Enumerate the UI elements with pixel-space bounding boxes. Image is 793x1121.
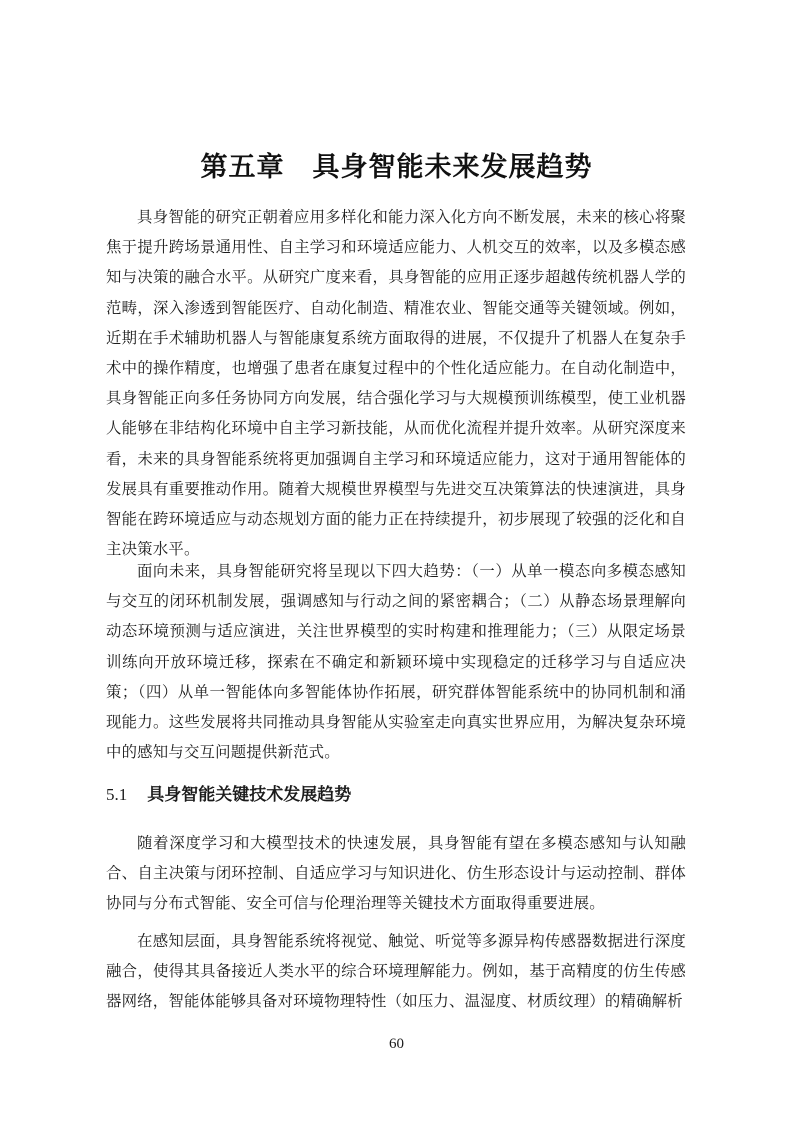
body-paragraph: 在感知层面，具身智能系统将视觉、触觉、听觉等多源异构传感器数据进行深度融合，使得其具备接近人类水平的综合环境理解能力。例如，基于高精度的仿生传感器网络，智能体能够具备对环境物理特性（如压力、温湿度、材质纹理）的精确解析 (106, 932, 686, 1011)
body-paragraph: 随着深度学习和大模型技术的快速发展，具身智能有望在多模态感知与认知融合、自主决策与闭环控制、自适应学习与知识进化、仿生形态设计与运动控制、群体协同与分布式智能、安全可信与伦理治理等关键技术方面取得重要进展。 (106, 834, 686, 913)
body-paragraph: 具身智能的研究正朝着应用多样化和能力深入化方向不断发展，未来的核心将聚焦于提升跨场景通用性、自主学习和环境适应能力、人机交互的效率，以及多模态感知与决策的融合水平。从研究广度来看，具身智能的应用正逐步超越传统机器人学的范畴，深入渗透到智能医疗、自动化制造、精准农业、智能交通等关键领域。例如，近期在手术辅助机器人与智能康复系统方面取得的进展，不仅提升了机器人在复杂手术中的操作精度，也增强了患者在康复过程中的个性化适应能力。在自动化制造中，具身智能正向多任务协同方向发展，结合强化学习与大规模预训练模型，使工业机器人能够在非结构化环境中自主学习新技能，从而优化流程并提升效率。从研究深度来看，未来的具身智能系统将更加强调自主学习和环境适应能力，这对于通用智能体的发展具有重要推动作用。随着大规模世界模型与先进交互决策算法的快速演进，具身智能在跨环境适应与动态规划方面的能力正在持续提升，初步展现了较强的泛化和自主决策水平。 (106, 208, 686, 559)
section-title: 具身智能关键技术发展趋势 (147, 785, 352, 805)
section-number: 5.1 (106, 785, 128, 804)
body-paragraph: 面向未来，具身智能研究将呈现以下四大趋势：（一）从单一模态向多模态感知与交互的闭环机制发展，强调感知与行动之间的紧密耦合；（二）从静态场景理解向动态环境预测与适应演进，关注世界模型的实时构建和推理能力；（三）从限定场景训练向开放环境迁移，探索在不确定和新颖环境中实现稳定的迁移学习与自适应决策；（四）从单一智能体向多智能体协作拓展，研究群体智能系统中的协同机制和涌现能力。这些发展将共同推动具身智能从实验室走向真实世界应用，为解决复杂环境中的感知与交互问题提供新范式。 (106, 562, 686, 762)
page-number: 60 (389, 1036, 404, 1052)
section-heading (106, 780, 351, 810)
chapter-title: 第五章 具身智能未来发展趋势 (200, 152, 593, 183)
